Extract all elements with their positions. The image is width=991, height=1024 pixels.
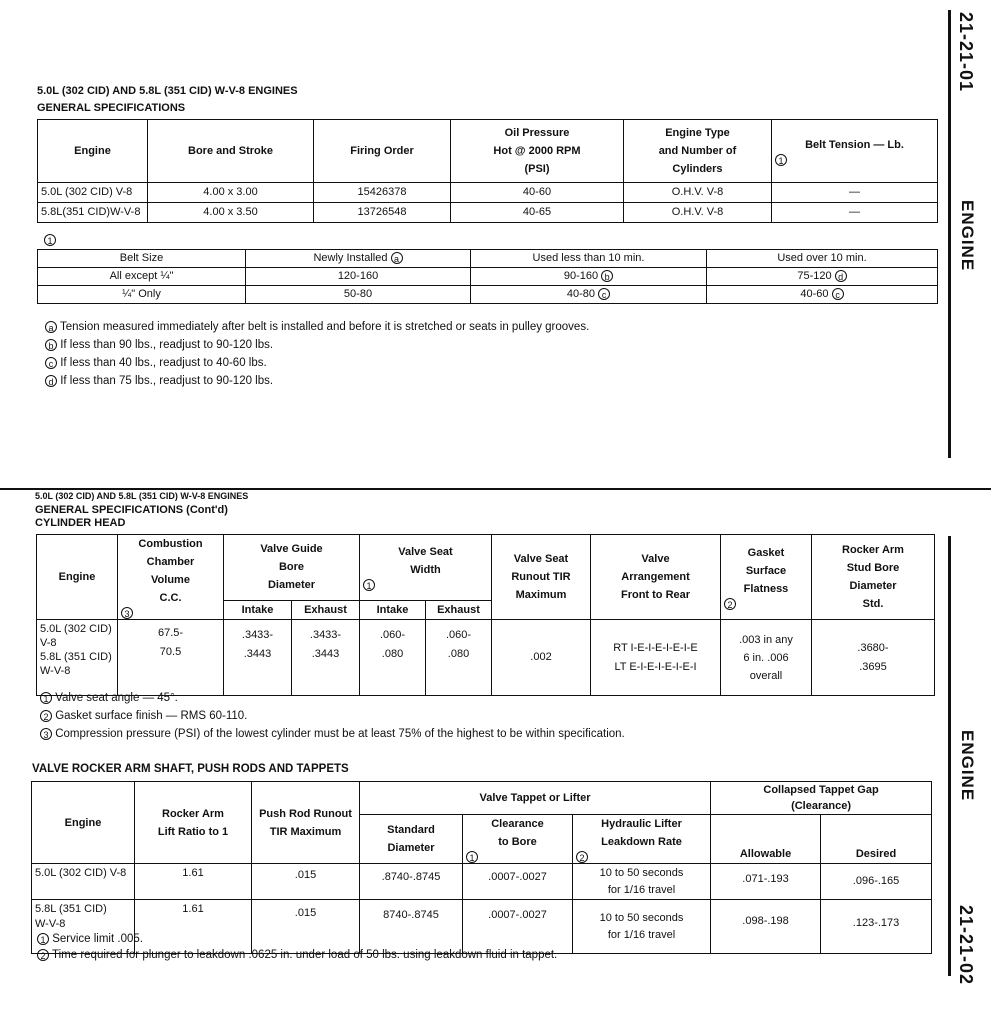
belt-note-marker: 1 <box>44 234 56 246</box>
table-row: 5.8L (351 CID) W-V-8 1.61 .015 8740-.8745 .0007-.0027 10 to 50 seconds for 1/16 travel .098-.198 .123-.173 <box>32 900 932 954</box>
col-valve-arrangement: Valve Arrangement Front to Rear <box>591 535 721 620</box>
col-chamber-volume: Combustion Chamber Volume C.C. 3 <box>118 535 224 620</box>
col-firing-order: Firing Order <box>314 120 451 183</box>
col-newly-installed: Newly Installed a <box>246 250 471 268</box>
col-standard-diameter: Standard Diameter <box>360 815 463 864</box>
section-title: GENERAL SPECIFICATIONS <box>37 102 186 114</box>
cell-engine: 5.0L (302 CID) V-8 <box>38 183 148 203</box>
footnote-1-marker: 1 <box>775 154 787 166</box>
page-number-bottom: 21-21-02 <box>956 905 976 986</box>
cell-type: O.H.V. V-8 <box>624 183 772 203</box>
col-valve-tappet: Valve Tappet or Lifter <box>360 782 711 815</box>
table-row: 5.0L (302 CID) V-8 5.8L (351 CID) W-V-8 67.5- 70.5 .3433- .3443 .3433- .3443 .060- .080 .060- .080 .002 RT I-E-I-E-I-E-I-E LT E-I-E-I-E-I-E-I .003 in any 6 in. .006 overall .3680- .3695 <box>37 620 935 696</box>
cell-oil: 40-60 <box>451 183 624 203</box>
col-used-over: Used over 10 min. <box>707 250 938 268</box>
col-valve-seat-width: Valve Seat Width 1 <box>360 535 492 601</box>
tappet-table <box>31 781 932 954</box>
footnote-d: d If less than 75 lbs., readjust to 90-120 lbs. <box>45 372 273 390</box>
side-label-engine-bottom: ENGINE <box>958 730 977 802</box>
col-seat-intake: Intake <box>360 600 426 619</box>
col-engine: Engine <box>37 535 118 620</box>
footnote-a: a Tension measured immediately after belt is installed and before it is stretched or seats in pulley grooves. <box>45 318 589 336</box>
col-seat-runout: Valve Seat Runout TIR Maximum <box>492 535 591 620</box>
cell-belt: — <box>772 203 938 223</box>
col-belt-size: Belt Size <box>38 250 246 268</box>
page-title: 5.0L (302 CID) AND 5.8L (351 CID) W-V-8 ENGINES <box>37 85 298 97</box>
cell-engine: 5.0L (302 CID) V-8 5.8L (351 CID) W-V-8 <box>37 620 118 696</box>
page-number-top: 21-21-01 <box>956 12 976 93</box>
col-seat-exhaust: Exhaust <box>426 600 492 619</box>
table-row: ¼" Only 50-80 40-80 c 40-60 c <box>38 286 938 304</box>
belt-tension-table <box>37 249 938 304</box>
head-note-3: 3 Compression pressure (PSI) of the lowest cylinder must be at least 75% of the highest to be within specification. <box>40 725 625 743</box>
footnote-b: b If less than 90 lbs., readjust to 90-120 lbs. <box>45 336 273 354</box>
table-row <box>38 183 938 203</box>
col-allowable: Allowable <box>711 815 821 864</box>
col-leakdown-rate: Hydraulic Lifter Leakdown Rate 2 <box>573 815 711 864</box>
cylinder-head-title: CYLINDER HEAD <box>35 517 126 529</box>
cell-engine: 5.8L(351 CID)W-V-8 <box>38 203 148 223</box>
cylinder-head-table <box>36 534 935 696</box>
footnote-c: c If less than 40 lbs., readjust to 40-60 lbs. <box>45 354 267 372</box>
general-spec-table <box>37 119 938 223</box>
col-lift-ratio: Rocker Arm Lift Ratio to 1 <box>135 782 252 864</box>
col-push-rod-runout: Push Rod Runout TIR Maximum <box>252 782 360 864</box>
tappet-note-1: 1 Service limit .005. <box>37 930 143 948</box>
col-guide-intake: Intake <box>224 600 292 619</box>
cell-type: O.H.V. V-8 <box>624 203 772 223</box>
table-row <box>38 203 938 223</box>
right-rule-bottom <box>948 536 951 976</box>
col-clearance-bore: Clearance to Bore 1 <box>463 815 573 864</box>
col-gasket-flatness: Gasket Surface Flatness 2 <box>721 535 812 620</box>
col-used-less: Used less than 10 min. <box>471 250 707 268</box>
col-desired: Desired <box>821 815 932 864</box>
col-valve-guide: Valve Guide Bore Diameter <box>224 535 360 601</box>
col-oil-pressure: Oil Pressure Hot @ 2000 RPM (PSI) <box>451 120 624 183</box>
cell-bore: 4.00 x 3.00 <box>148 183 314 203</box>
col-guide-exhaust: Exhaust <box>292 600 360 619</box>
head-note-2: 2 Gasket surface finish — RMS 60-110. <box>40 707 247 725</box>
head-note-1: 1 Valve seat angle — 45°. <box>40 689 178 707</box>
cell-firing: 13726548 <box>314 203 451 223</box>
right-rule-top <box>948 10 951 458</box>
cell-bore: 4.00 x 3.50 <box>148 203 314 223</box>
side-label-engine-top: ENGINE <box>958 200 977 272</box>
col-engine-type: Engine Type and Number of Cylinders <box>624 120 772 183</box>
cell-belt: — <box>772 183 938 203</box>
col-collapsed-gap: Collapsed Tappet Gap (Clearance) <box>711 782 932 815</box>
col-bore-stroke: Bore and Stroke <box>148 120 314 183</box>
page2-title: 5.0L (302 CID) AND 5.8L (351 CID) W-V-8 ENGINES <box>35 491 249 501</box>
cell-firing: 15426378 <box>314 183 451 203</box>
table-row: All except ¼" 120-160 90-160 b 75-120 d <box>38 268 938 286</box>
table-row: 5.0L (302 CID) V-8 1.61 .015 .8740-.8745 .0007-.0027 10 to 50 seconds for 1/16 travel .071-.193 .096-.165 <box>32 864 932 900</box>
col-engine: Engine <box>32 782 135 864</box>
col-rocker-stud-bore: Rocker Arm Stud Bore Diameter Std. <box>812 535 935 620</box>
tappet-section-title: VALVE ROCKER ARM SHAFT, PUSH RODS AND TAPPETS <box>32 763 349 775</box>
col-engine: Engine <box>38 120 148 183</box>
page2-section-title: GENERAL SPECIFICATIONS (Cont'd) <box>35 504 228 516</box>
col-belt-tension: Belt Tension — Lb. 1 <box>772 120 938 183</box>
page-divider <box>0 488 991 490</box>
tappet-note-2: 2 Time required for plunger to leakdown .0625 in. under load of 50 lbs. using leakdown fluid in tappet. <box>37 946 557 964</box>
cell-oil: 40-65 <box>451 203 624 223</box>
